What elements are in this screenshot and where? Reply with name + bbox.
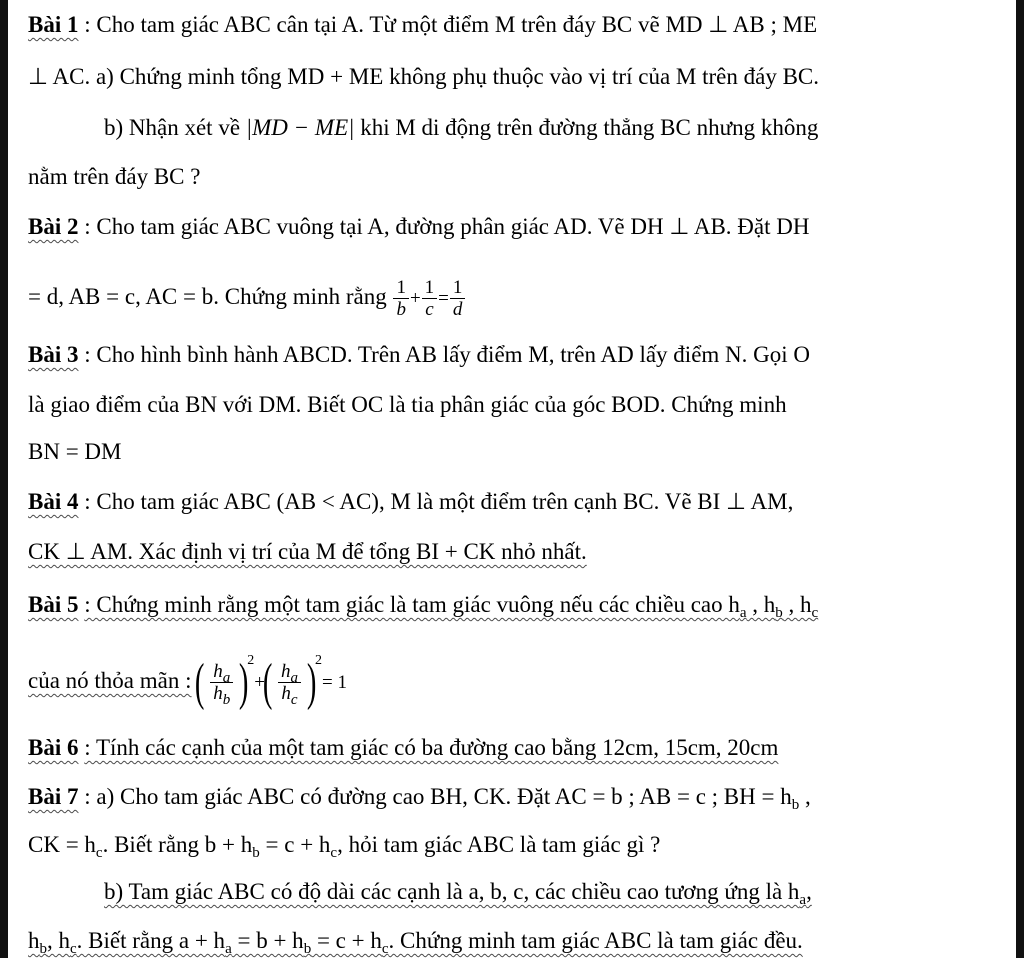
fraction-1-over-c: $\frac{1}{c}$ [422,277,438,320]
exercise-4-line-1: Bài 4 : Cho tam giác ABC (AB < AC), M là một điểm trên cạnh BC. Vẽ BI ⊥ AM, [28,489,794,514]
exercise-1-title: Bài 1 [28,12,79,37]
exercise-3-line-3: BN = DM [28,439,122,464]
exercise-3-title: Bài 3 [28,342,79,367]
exercise-7-line-1: Bài 7 : a) Cho tam giác ABC có đường cao BH, CK. Đặt AC = b ; AB = c ; BH = $h_b$ , [28,784,811,813]
exercise-7-line-4: $h_b$, $h_c$. Biết rằng $a + h_a = b + h_b = c + h_c$. Chứng minh tam giác ABC là tam giác đều. [28,928,803,957]
exercise-1-line-3: b) Nhận xét về |MD − ME| khi M di động trên đường thẳng BC nhưng không [104,115,819,140]
exercise-5-title: Bài 5 [28,592,79,617]
exercise-5-line-1: Bài 5 : Chứng minh rằng một tam giác là tam giác vuông nếu các chiều cao $h_a$ , $h_b$ , $h_c$ [28,592,819,621]
exercise-2-title: Bài 2 [28,214,79,239]
exercise-7-title: Bài 7 [28,784,79,809]
exercise-7-line-3: b) Tam giác ABC có độ dài các cạnh là a, b, c, các chiều cao tương ứng là $h_a$, [104,879,812,908]
exercise-3-line-1: Bài 3 : Cho hình bình hành ABCD. Trên AB lấy điểm M, trên AD lấy điểm N. Gọi O [28,342,811,367]
exercise-1-line-4: nằm trên đáy BC ? [28,164,201,189]
document-page [8,0,1016,958]
exercise-6-title: Bài 6 [28,735,79,760]
exercise-3-line-2: là giao điểm của BN với DM. Biết OC là tia phân giác của góc BOD. Chứng minh [28,392,787,417]
exercise-1-line-2: ⊥ AC. a) Chứng minh tổng MD + ME không phụ thuộc vào vị trí của M trên đáy BC. [28,64,819,89]
exercise-4-title: Bài 4 [28,489,79,514]
exercise-5-line-2: của nó thỏa mãn : ( $\frac{h_a}{h_b}$ ) $^2$+ ( $\frac{h_a}{h_c}$ ) $^2$= 1 [28,652,347,711]
exercise-7-line-2: CK = $h_c$. Biết rằng $b + h_b = c + h_c$, hỏi tam giác ABC là tam giác gì ? [28,832,661,861]
exercise-2-line-2: = d, AB = c, AC = b. Chứng minh rằng $\frac{1}{b}$ + $\frac{1}{c}$ = $\frac{1}{d}$ [28,277,994,320]
abs-difference-expression: |MD − ME| [245,115,355,140]
fraction-1-over-d: $\frac{1}{d}$ [450,277,466,320]
ratio-ha-hc-squared: ( $\frac{h_a}{h_c}$ ) [262,654,317,711]
exercise-1-line-1: Bài 1 : Cho tam giác ABC cân tại A. Từ một điểm M trên đáy BC vẽ MD ⊥ AB ; ME [28,12,818,37]
ratio-ha-hb-squared: ( $\frac{h_a}{h_b}$ ) [195,654,249,711]
fraction-1-over-b: $\frac{1}{b}$ [393,277,409,320]
exercise-2-line-1: Bài 2 : Cho tam giác ABC vuông tại A, đường phân giác AD. Vẽ DH ⊥ AB. Đặt DH [28,214,810,239]
exercise-6-line-1: Bài 6 : Tính các cạnh của một tam giác có ba đường cao bằng 12cm, 15cm, 20cm [28,735,779,760]
exercise-4-line-2: CK ⊥ AM. Xác định vị trí của M để tổng BI + CK nhỏ nhất. [28,539,587,564]
